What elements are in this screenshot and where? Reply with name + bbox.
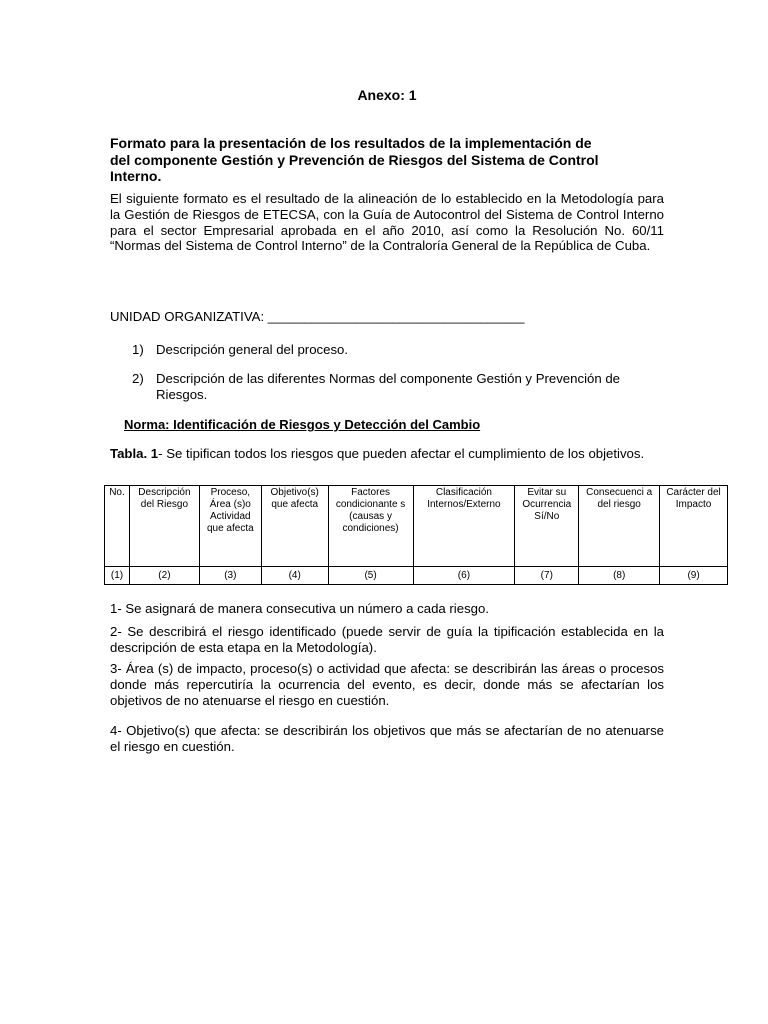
- document-heading: [110, 135, 664, 185]
- table-index-cell: (6): [413, 567, 515, 585]
- table-header-row: [105, 486, 728, 567]
- table-header-cell: Evitar su Ocurrencia Sí/No: [515, 486, 579, 567]
- table-header-cell: Consecuenci a del riesgo: [579, 486, 660, 567]
- note-1: 1- Se asignará de manera consecutiva un número a cada riesgo.: [110, 601, 489, 616]
- list-text: Descripción de las diferentes Normas del componente Gestión y Prevención de Riesgos.: [156, 371, 621, 402]
- table-index-cell: (2): [129, 567, 199, 585]
- table-caption-text: - Se tipifican todos los riesgos que pueden afectar el cumplimiento de los objetivos.: [158, 446, 645, 461]
- table-index-cell: (3): [199, 567, 261, 585]
- intro-paragraph: El siguiente formato es el resultado de la alineación de lo establecido en la Metodología para la Gestión de Riesgos de ETECSA, con la Guía de Autocontrol del Sistema de Control Interno para el sector Empresarial aprobada en el año 2010, así como la Resolución No. 60/11 “Normas del Sistema de Control Interno” de la Contraloría General de la República de Cuba.: [110, 191, 664, 254]
- table-caption-label: Tabla. 1: [110, 446, 159, 461]
- table-index-row: [105, 567, 728, 585]
- note-2: 2- Se describirá el riesgo identificado (puede servir de guía la tipificación establecida en la descripción de esta etapa en la Metodología).: [110, 624, 664, 655]
- heading-line: del componente Gestión y Prevención de Riesgos del Sistema de Control: [110, 151, 599, 168]
- table-header-cell: Proceso, Área (s)o Actividad que afecta: [199, 486, 261, 567]
- table-header-cell: Objetivo(s) que afecta: [261, 486, 328, 567]
- heading-line: Interno.: [110, 168, 162, 184]
- heading-line: Formato para la presentación de los resultados de la implementación de: [110, 135, 592, 151]
- risk-table: [104, 485, 728, 585]
- list-number: 1): [132, 342, 144, 357]
- list-text: Descripción general del proceso.: [156, 342, 349, 357]
- note-4: 4- Objetivo(s) que afecta: se describirán los objetivos que más se afectarían de no atenuarse el riesgo en cuestión.: [110, 723, 664, 754]
- unit-label: UNIDAD ORGANIZATIVA: ___________________________________: [110, 309, 525, 324]
- table-index-cell: (9): [660, 567, 728, 585]
- table-index-cell: (7): [515, 567, 579, 585]
- note-3: 3- Área (s) de impacto, proceso(s) o actividad que afecta: se describirán las áreas o procesos donde más repercutiría la ocurrencia del evento, es decir, donde más se afectarían los objetivos de no atenuarse el riesgo en cuestión.: [110, 661, 664, 708]
- table-caption: [110, 446, 664, 462]
- table-header-cell: Descripción del Riesgo: [129, 486, 199, 567]
- table-header-cell: Carácter del Impacto: [660, 486, 728, 567]
- table-header-cell: No.: [105, 486, 130, 567]
- table-index-cell: (1): [105, 567, 130, 585]
- annex-title: Anexo: 1: [357, 87, 417, 103]
- table-index-cell: (4): [261, 567, 328, 585]
- list-number: 2): [132, 371, 144, 386]
- table-index-cell: (5): [328, 567, 413, 585]
- norma-heading: Norma: Identificación de Riesgos y Detección del Cambio: [124, 417, 481, 432]
- table-header-cell: Clasificación Internos/Externo: [413, 486, 515, 567]
- table-index-cell: (8): [579, 567, 660, 585]
- table-header-cell: Factores condicionante s (causas y condiciones): [328, 486, 413, 567]
